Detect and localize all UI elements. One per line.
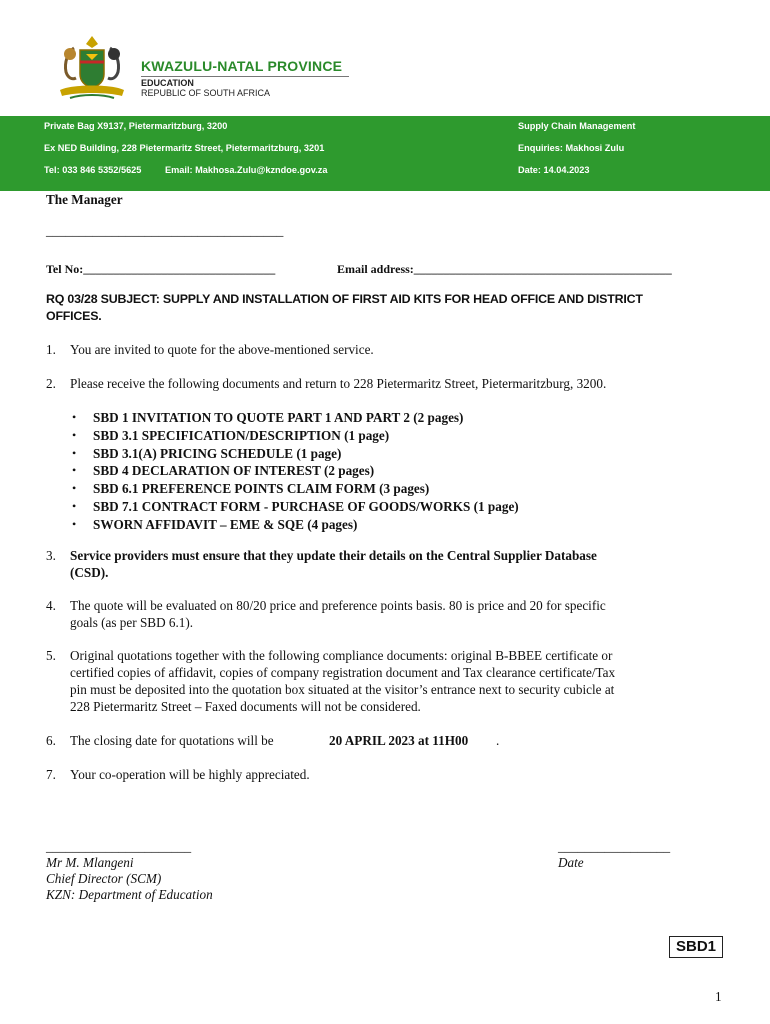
list-bullet: •: [72, 410, 77, 424]
item-3-line-2: (CSD).: [70, 565, 109, 580]
item-6-number: 6.: [46, 733, 56, 748]
item-7-number: 7.: [46, 767, 56, 782]
list-item: SBD 4 DECLARATION OF INTEREST (2 pages): [93, 463, 375, 478]
postal-address: Private Bag X9137, Pietermaritzburg, 3200: [44, 121, 228, 131]
item-6-text: The closing date for quotations will be: [70, 733, 274, 748]
item-1-number: 1.: [46, 342, 56, 357]
closing-date: 20 APRIL 2023 at 11H00: [329, 733, 469, 748]
signatory-name: Mr M. Mlangeni: [46, 855, 134, 870]
page-number: 1: [715, 989, 722, 1004]
letter-date: Date: 14.04.2023: [518, 165, 590, 175]
item-6-period: .: [496, 733, 500, 748]
item-1-text: You are invited to quote for the above-mentioned service.: [70, 342, 374, 357]
list-bullet: •: [72, 428, 77, 442]
subject-line-1: RQ 03/28 SUBJECT: SUPPLY AND INSTALLATION OF FIRST AID KITS FOR HEAD OFFICE AND DISTRICT: [46, 292, 643, 306]
recipient-blank-line: ____________________________________: [46, 223, 284, 238]
tel-field: Tel No:________________________________: [46, 262, 276, 276]
signatory-department: KZN: Department of Education: [46, 887, 213, 902]
telephone: Tel: 033 846 5352/5625: [44, 165, 142, 175]
list-bullet: •: [72, 517, 77, 531]
list-bullet: •: [72, 446, 77, 460]
item-7-text: Your co-operation will be highly appreciated.: [70, 767, 310, 782]
letterhead-divider: [141, 76, 349, 77]
list-item: SWORN AFFIDAVIT – EME & SQE (4 pages): [93, 517, 358, 532]
department-name: EDUCATION: [141, 78, 194, 88]
salutation: The Manager: [46, 192, 123, 207]
item-4-line-1: The quote will be evaluated on 80/20 price and preference points basis. 80 is price and 20 for specific: [70, 598, 606, 613]
item-2-number: 2.: [46, 376, 56, 391]
list-item: SBD 7.1 CONTRACT FORM - PURCHASE OF GOODS/WORKS (1 page): [93, 499, 519, 514]
email-field: Email address:___________________________________________: [337, 262, 672, 276]
item-5-line-4: 228 Pietermaritz Street – Faxed documents will not be considered.: [70, 699, 421, 714]
contact-band: [0, 116, 770, 191]
item-5-line-2: certified copies of affidavit, copies of company registration document and Tax clearance certificate/Tax: [70, 665, 616, 680]
unit-name: Supply Chain Management: [518, 121, 636, 131]
form-code-box: SBD1: [669, 936, 723, 958]
item-4-line-2: goals (as per SBD 6.1).: [70, 615, 194, 630]
subject-line-2: OFFICES.: [46, 309, 102, 323]
country-name: REPUBLIC OF SOUTH AFRICA: [141, 88, 271, 98]
date-line: _________________: [558, 839, 671, 854]
enquiries-contact: Enquiries: Makhosi Zulu: [518, 143, 625, 153]
coat-of-arms-logo: [52, 32, 132, 106]
list-bullet: •: [72, 499, 77, 513]
list-bullet: •: [72, 481, 77, 495]
item-5-line-3: pin must be deposited into the quotation box situated at the visitor’s entrance next to security cubicle at: [70, 682, 615, 697]
item-5-number: 5.: [46, 648, 56, 663]
item-4-number: 4.: [46, 598, 56, 613]
list-item: SBD 6.1 PREFERENCE POINTS CLAIM FORM (3 pages): [93, 481, 430, 496]
item-3-line-1: Service providers must ensure that they update their details on the Central Supplier Database: [70, 548, 597, 563]
province-name: KWAZULU-NATAL PROVINCE: [141, 58, 343, 74]
signature-line: ______________________: [46, 839, 192, 854]
item-5-line-1: Original quotations together with the following compliance documents: original B-BBEE certificate or: [70, 648, 613, 663]
street-address: Ex NED Building, 228 Pietermaritz Street, Pietermaritzburg, 3201: [44, 143, 325, 153]
email-address: Email: Makhosa.Zulu@kzndoe.gov.za: [165, 165, 328, 175]
item-3-number: 3.: [46, 548, 56, 563]
item-2-text: Please receive the following documents and return to 228 Pietermaritz Street, Pietermaritzburg, 3200.: [70, 376, 607, 391]
list-item: SBD 3.1(A) PRICING SCHEDULE (1 page): [93, 446, 342, 461]
list-item: SBD 1 INVITATION TO QUOTE PART 1 AND PART 2 (2 pages): [93, 410, 464, 425]
date-label: Date: [558, 855, 584, 870]
signatory-title: Chief Director (SCM): [46, 871, 162, 886]
list-item: SBD 3.1 SPECIFICATION/DESCRIPTION (1 page): [93, 428, 390, 443]
list-bullet: •: [72, 463, 77, 477]
